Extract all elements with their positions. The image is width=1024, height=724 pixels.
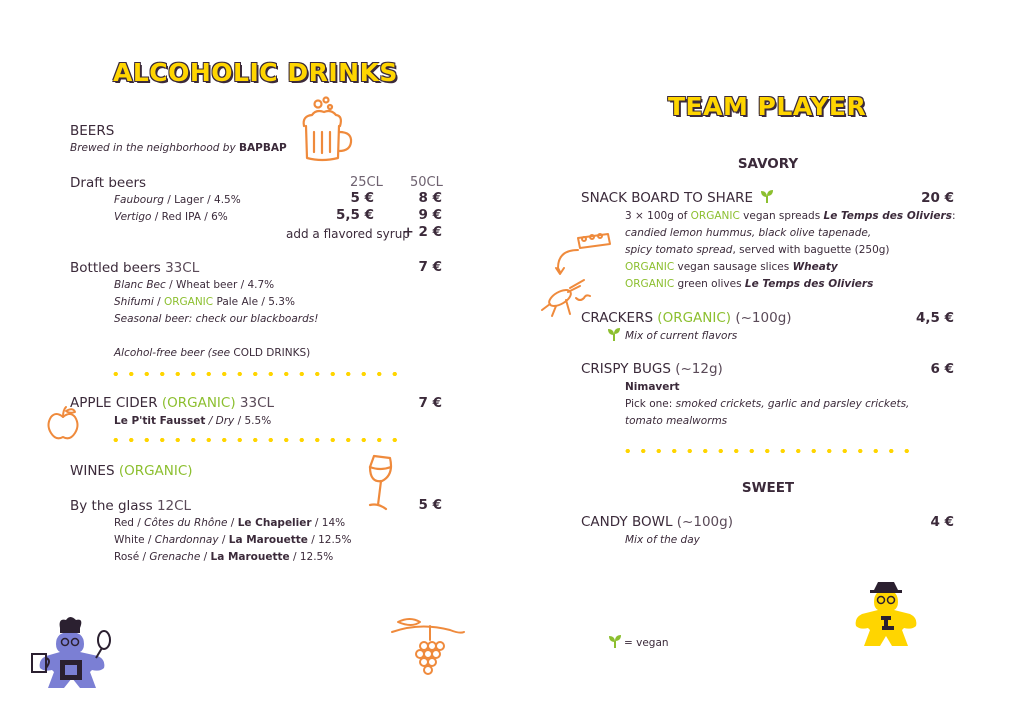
draft-row-2 xyxy=(114,209,228,226)
crispy-bugs-title: CRISPY BUGS xyxy=(581,361,671,377)
savory-heading: SAVORY xyxy=(737,156,799,172)
pick-options: smoked crickets, garlic and parsley crickets, xyxy=(675,398,910,410)
beer-mug-icon xyxy=(298,96,354,166)
bottled-line-2-sep: / xyxy=(153,296,164,308)
bottled-line-1 xyxy=(114,277,274,294)
crackers-size: (~100g) xyxy=(731,310,792,326)
vegan-leaf-icon xyxy=(607,328,621,342)
snack-l1a: 3 × 100g of xyxy=(625,210,691,222)
cider-size: 33CL xyxy=(235,395,275,411)
wine-price: 5 € xyxy=(418,497,442,513)
crackers-price: 4,5 € xyxy=(915,310,954,326)
pick-options-2: tomato mealworms xyxy=(625,415,728,427)
candy-desc-text: Mix of the day xyxy=(625,534,700,546)
crispy-bugs-label xyxy=(581,361,723,377)
bottled-line-1-name: Blanc Bec xyxy=(114,279,166,291)
snack-board-price: 20 € xyxy=(921,190,954,206)
crackers-organic: (ORGANIC) xyxy=(653,310,732,326)
cider-desc xyxy=(114,413,271,430)
draft-beers-label: Draft beers xyxy=(70,175,147,191)
syrup-label: add a flavored syrup xyxy=(286,227,410,241)
alcohol-free-text: Alcohol-free beer (see xyxy=(114,347,234,359)
wine-row xyxy=(114,515,345,532)
snack-line-3 xyxy=(625,242,890,259)
bottled-line-1-desc: / Wheat beer / 4.7% xyxy=(165,279,275,291)
wine-sep: / xyxy=(218,534,229,546)
cider-abv: / 5.5% xyxy=(234,415,272,427)
draft-row-2-price-25: 5,5 € xyxy=(335,207,374,223)
snack-l5b: green olives xyxy=(674,278,745,290)
col-25cl: 25CL xyxy=(350,175,383,190)
wine-glass-icon xyxy=(360,453,400,515)
snack-l1c: vegan spreads xyxy=(739,210,824,222)
cider-organic: (ORGANIC) xyxy=(157,395,236,411)
bottled-beers-title: Bottled beers xyxy=(70,260,161,276)
snack-l4-brand: Wheaty xyxy=(792,261,838,273)
draft-row-1-price-25: 5 € xyxy=(350,190,374,206)
chef-meeple-icon xyxy=(30,612,114,692)
wine-maker: La Marouette xyxy=(210,551,290,563)
wines-organic: (ORGANIC) xyxy=(114,463,193,479)
bottled-line-2-desc: Pale Ale / 5.3% xyxy=(213,296,295,308)
snack-line-5 xyxy=(625,276,873,293)
bottled-beers-size: 33CL xyxy=(160,260,200,276)
snack-l4b: vegan sausage slices xyxy=(674,261,793,273)
crackers-title: CRACKERS xyxy=(581,310,654,326)
snack-l1e: : xyxy=(951,210,956,222)
crackers-desc-text: Mix of current flavors xyxy=(625,330,738,342)
draft-row-1-desc: / Lager / 4.5% xyxy=(163,194,241,206)
snack-l3b: , served with baguette (250g) xyxy=(732,244,890,256)
draft-row-1-price-50: 8 € xyxy=(418,190,442,206)
divider-dots xyxy=(108,372,406,376)
beers-subtitle xyxy=(70,142,287,154)
bottled-line-2-name: Shifumi xyxy=(114,296,154,308)
crispy-bugs-size: (~12g) xyxy=(670,361,723,377)
snack-line-2 xyxy=(625,225,871,242)
detective-meeple-icon xyxy=(848,578,924,648)
candy-bowl-title: CANDY BOWL xyxy=(581,514,673,530)
wine-row xyxy=(114,549,333,566)
wines-title: WINES xyxy=(70,463,115,479)
candy-bowl-desc xyxy=(625,532,700,549)
syrup-price: + 2 € xyxy=(402,224,442,240)
wine-sep: / xyxy=(200,551,211,563)
crispy-bugs-price: 6 € xyxy=(930,361,954,377)
sweet-heading: SWEET xyxy=(741,480,795,496)
snack-l3a: spicy tomato spread xyxy=(625,244,733,256)
candy-bowl-price: 4 € xyxy=(930,514,954,530)
wine-grape: Grenache xyxy=(149,551,201,563)
alcohol-free-ref: COLD DRINKS) xyxy=(233,347,311,359)
wine-grape: Chardonnay xyxy=(154,534,219,546)
by-the-glass-label xyxy=(70,498,191,514)
brewery-name: BAPBAP xyxy=(239,142,287,154)
crispy-bugs-pick-2 xyxy=(625,413,727,430)
snack-l1-organic: ORGANIC xyxy=(690,210,740,222)
snack-line-4 xyxy=(625,259,838,276)
snack-l4-organic: ORGANIC xyxy=(625,261,675,273)
wine-abv: / 12.5% xyxy=(307,534,352,546)
crispy-bugs-brand: Nimavert xyxy=(625,381,680,393)
cider-title: APPLE CIDER xyxy=(70,395,158,411)
col-50cl: 50CL xyxy=(410,175,443,190)
bottled-beers-price: 7 € xyxy=(418,259,442,275)
wine-abv: / 12.5% xyxy=(289,551,334,563)
vegan-legend: = vegan xyxy=(624,637,669,649)
alcohol-free-note xyxy=(114,345,310,362)
snack-board-label xyxy=(581,190,753,206)
beers-subtitle-text: Brewed in the neighborhood by xyxy=(70,142,239,154)
by-the-glass-size: 12CL xyxy=(152,498,192,514)
seasonal-beer-note: Seasonal beer: check our blackboards! xyxy=(114,313,319,325)
wine-sep: / xyxy=(227,517,238,529)
vegan-leaf-icon xyxy=(760,190,774,204)
snack-l1-brand: Le Temps des Oliviers xyxy=(823,210,952,222)
wines-label xyxy=(70,463,193,479)
draft-row-2-desc: / Red IPA / 6% xyxy=(151,211,228,223)
divider-dots xyxy=(620,449,918,453)
snack-l5-brand: Le Temps des Oliviers xyxy=(744,278,874,290)
cider-label xyxy=(70,395,274,411)
draft-row-2-name: Vertigo xyxy=(114,211,152,223)
wine-row xyxy=(114,532,351,549)
snack-board-title: SNACK BOARD TO SHARE xyxy=(581,190,753,206)
wine-maker: Le Chapelier xyxy=(237,517,312,529)
bottled-line-2-organic: ORGANIC xyxy=(163,296,214,308)
wine-color: White / xyxy=(114,534,155,546)
bottled-beers-label xyxy=(70,260,199,276)
draft-row-1 xyxy=(114,192,241,209)
draft-row-2-price-50: 9 € xyxy=(418,207,442,223)
divider-dots xyxy=(108,438,406,442)
wine-grape: Côtes du Rhône xyxy=(144,517,228,529)
draft-row-1-name: Faubourg xyxy=(114,194,164,206)
crackers-label xyxy=(581,310,792,326)
snack-l5-organic: ORGANIC xyxy=(625,278,675,290)
wine-color: Red / xyxy=(114,517,145,529)
crispy-bugs-pick xyxy=(625,396,909,413)
snack-l2: candied lemon hummus, black olive tapenade, xyxy=(625,227,872,239)
beers-heading: BEERS xyxy=(70,123,115,139)
candy-bowl-size: (~100g) xyxy=(672,514,733,530)
snack-line-1 xyxy=(625,208,956,225)
crackers-desc xyxy=(625,328,737,345)
wine-abv: / 14% xyxy=(311,517,346,529)
pick-prefix: Pick one: xyxy=(625,398,676,410)
vegan-leaf-icon xyxy=(608,635,622,649)
wine-maker: La Marouette xyxy=(228,534,308,546)
cider-dry: / Dry xyxy=(205,415,235,427)
bottled-line-2 xyxy=(114,294,295,311)
bottled-line-3 xyxy=(114,311,318,328)
right-page-title: TEAM PLAYER xyxy=(668,92,867,121)
by-the-glass-title: By the glass xyxy=(70,498,153,514)
cider-brand: Le P'tit Fausset xyxy=(114,415,206,427)
cider-price: 7 € xyxy=(418,395,442,411)
left-page-title: ALCOHOLIC DRINKS xyxy=(113,58,398,87)
wine-color: Rosé / xyxy=(114,551,150,563)
grapes-icon xyxy=(390,612,470,682)
candy-bowl-label xyxy=(581,514,733,530)
